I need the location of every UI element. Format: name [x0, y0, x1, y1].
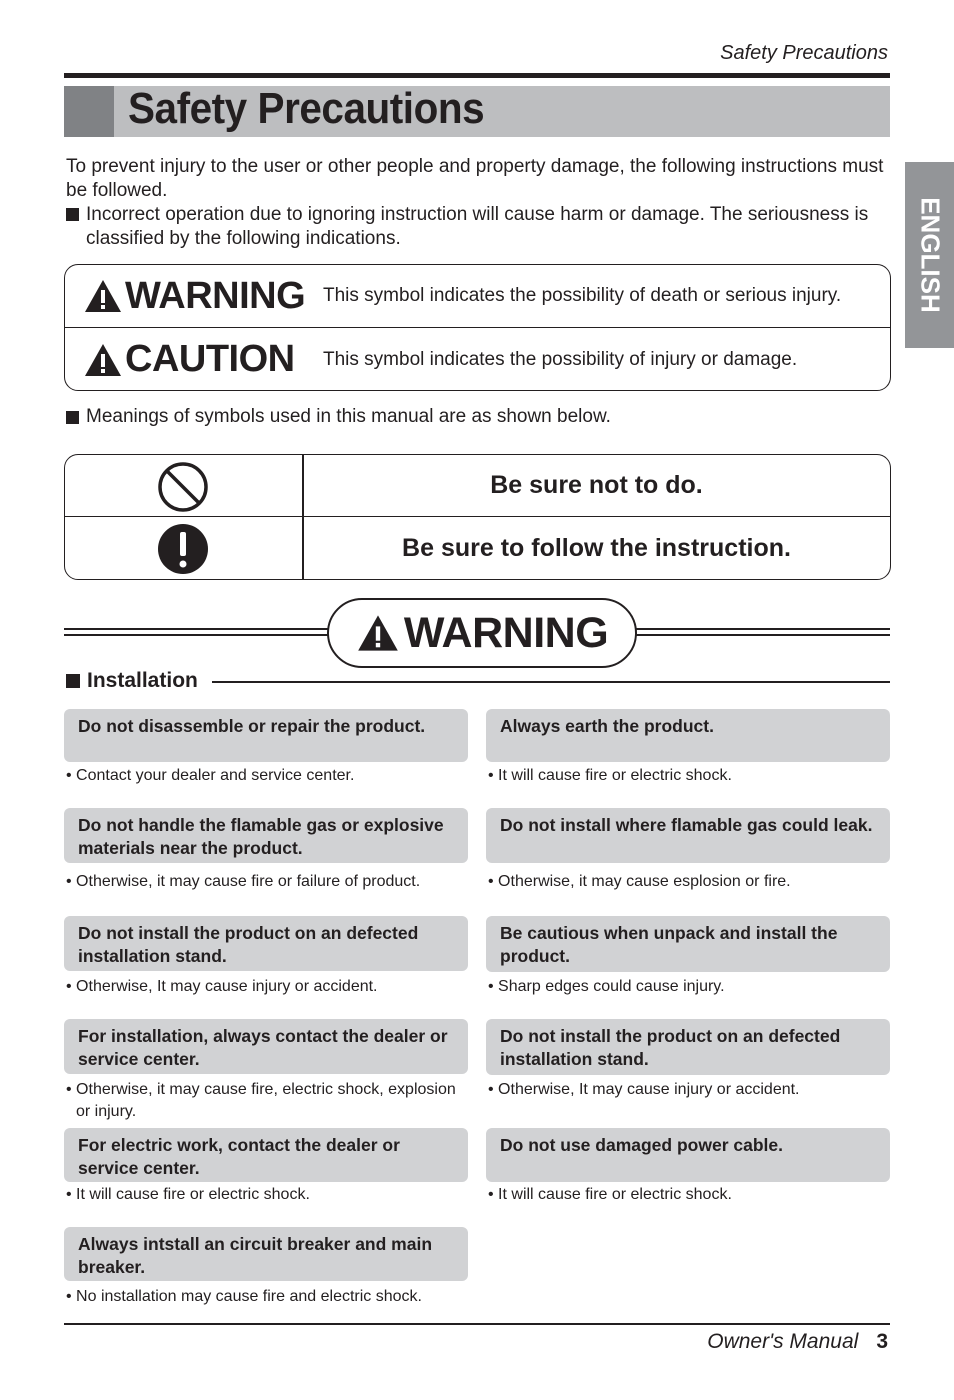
warning-banner-word: WARNING	[403, 608, 609, 657]
title-accent-square	[64, 86, 114, 137]
section-heading	[66, 669, 206, 693]
item-note: • Otherwise, It may cause injury or accident.	[488, 1081, 800, 1098]
item-box: Do not disassemble or repair the product.	[64, 709, 468, 762]
page-title: Safety Precautions	[128, 84, 485, 133]
caution-triangle-icon	[83, 342, 123, 378]
item-box: For installation, always contact the dealer or service center.	[64, 1019, 468, 1074]
caution-description: This symbol indicates the possibility of injury or damage.	[323, 348, 798, 370]
mandatory-text: Be sure to follow the instruction.	[402, 533, 791, 562]
intro-text	[66, 155, 890, 251]
banner-line-right-top	[634, 628, 890, 630]
item-note: • Otherwise, it may cause fire, electric shock, explosion or injury.	[66, 1081, 456, 1120]
item-box: Do not handle the flamable gas or explosive materials near the product.	[64, 808, 468, 863]
meanings-line	[66, 406, 611, 428]
item-note: • It will cause fire or electric shock.	[488, 767, 732, 784]
banner-line-right-bottom	[634, 634, 890, 636]
item-note: • Otherwise, it may cause fire or failure of product.	[66, 873, 421, 890]
symbol-row-mandatory	[65, 517, 890, 579]
signal-word-box	[64, 264, 891, 391]
warning-triangle-icon	[83, 278, 123, 314]
caution-label	[83, 338, 295, 381]
warning-label	[83, 275, 305, 318]
item-note: • No installation may cause fire and electric shock.	[66, 1288, 422, 1305]
footer	[707, 1330, 888, 1354]
intro-line-2: Incorrect operation due to ignoring instruction will cause harm or damage. The seriousness is	[86, 204, 869, 225]
warning-word: WARNING	[125, 274, 306, 317]
mandatory-icon	[157, 523, 209, 575]
item-note: • Contact your dealer and service center.	[66, 767, 355, 784]
banner-line-left-bottom	[64, 634, 330, 636]
item-box: Do not install the product on an defected installation stand.	[486, 1019, 890, 1075]
banner-line-left-top	[64, 628, 330, 630]
prohibition-text: Be sure not to do.	[490, 471, 703, 499]
section-title: Installation	[87, 669, 198, 692]
warning-description: This symbol indicates the possibility of death or serious injury.	[323, 285, 842, 306]
item-box: Be cautious when unpack and install the product.	[486, 916, 890, 972]
item-box: Do not install the product on an defected installation stand.	[64, 916, 468, 971]
warning-triangle-icon	[356, 613, 400, 653]
running-head: Safety Precautions	[720, 42, 888, 64]
language-tab	[905, 162, 954, 348]
square-bullet-icon	[66, 674, 80, 688]
item-note: • Otherwise, It may cause injury or accident.	[66, 978, 378, 995]
signal-row-caution	[65, 328, 890, 391]
language-tab-label: ENGLISH	[915, 197, 945, 313]
intro-bullet	[66, 203, 890, 227]
item-box: Always earth the product.	[486, 709, 890, 762]
signal-row-warning	[65, 265, 890, 328]
item-note: • It will cause fire or electric shock.	[488, 1186, 732, 1203]
item-box: Do not install where flamable gas could leak.	[486, 808, 890, 863]
bottom-rule	[64, 1323, 890, 1325]
item-box: For electric work, contact the dealer or service center.	[64, 1128, 468, 1182]
section-rule	[212, 681, 890, 683]
top-rule	[64, 73, 890, 78]
square-bullet-icon	[66, 208, 79, 221]
square-bullet-icon	[66, 411, 79, 424]
item-note: • It will cause fire or electric shock.	[66, 1186, 310, 1203]
item-note: • Sharp edges could cause injury.	[488, 978, 725, 995]
intro-line-1: To prevent injury to the user or other people and property damage, the following instructions must be followed.	[66, 156, 884, 201]
caution-word: CAUTION	[125, 338, 295, 380]
footer-label: Owner's Manual	[707, 1330, 859, 1353]
item-note: • Otherwise, it may cause esplosion or fire.	[488, 873, 791, 890]
page-number: 3	[876, 1330, 888, 1353]
prohibition-icon	[157, 461, 209, 513]
item-box: Always intstall an circuit breaker and main breaker.	[64, 1227, 468, 1281]
symbols-table	[64, 454, 891, 580]
intro-line-3: classified by the following indications.	[86, 228, 401, 249]
meanings-text: Meanings of symbols used in this manual are as shown below.	[86, 406, 611, 427]
symbol-row-prohibition	[65, 455, 890, 517]
item-box: Do not use damaged power cable.	[486, 1128, 890, 1182]
warning-banner	[327, 598, 637, 668]
